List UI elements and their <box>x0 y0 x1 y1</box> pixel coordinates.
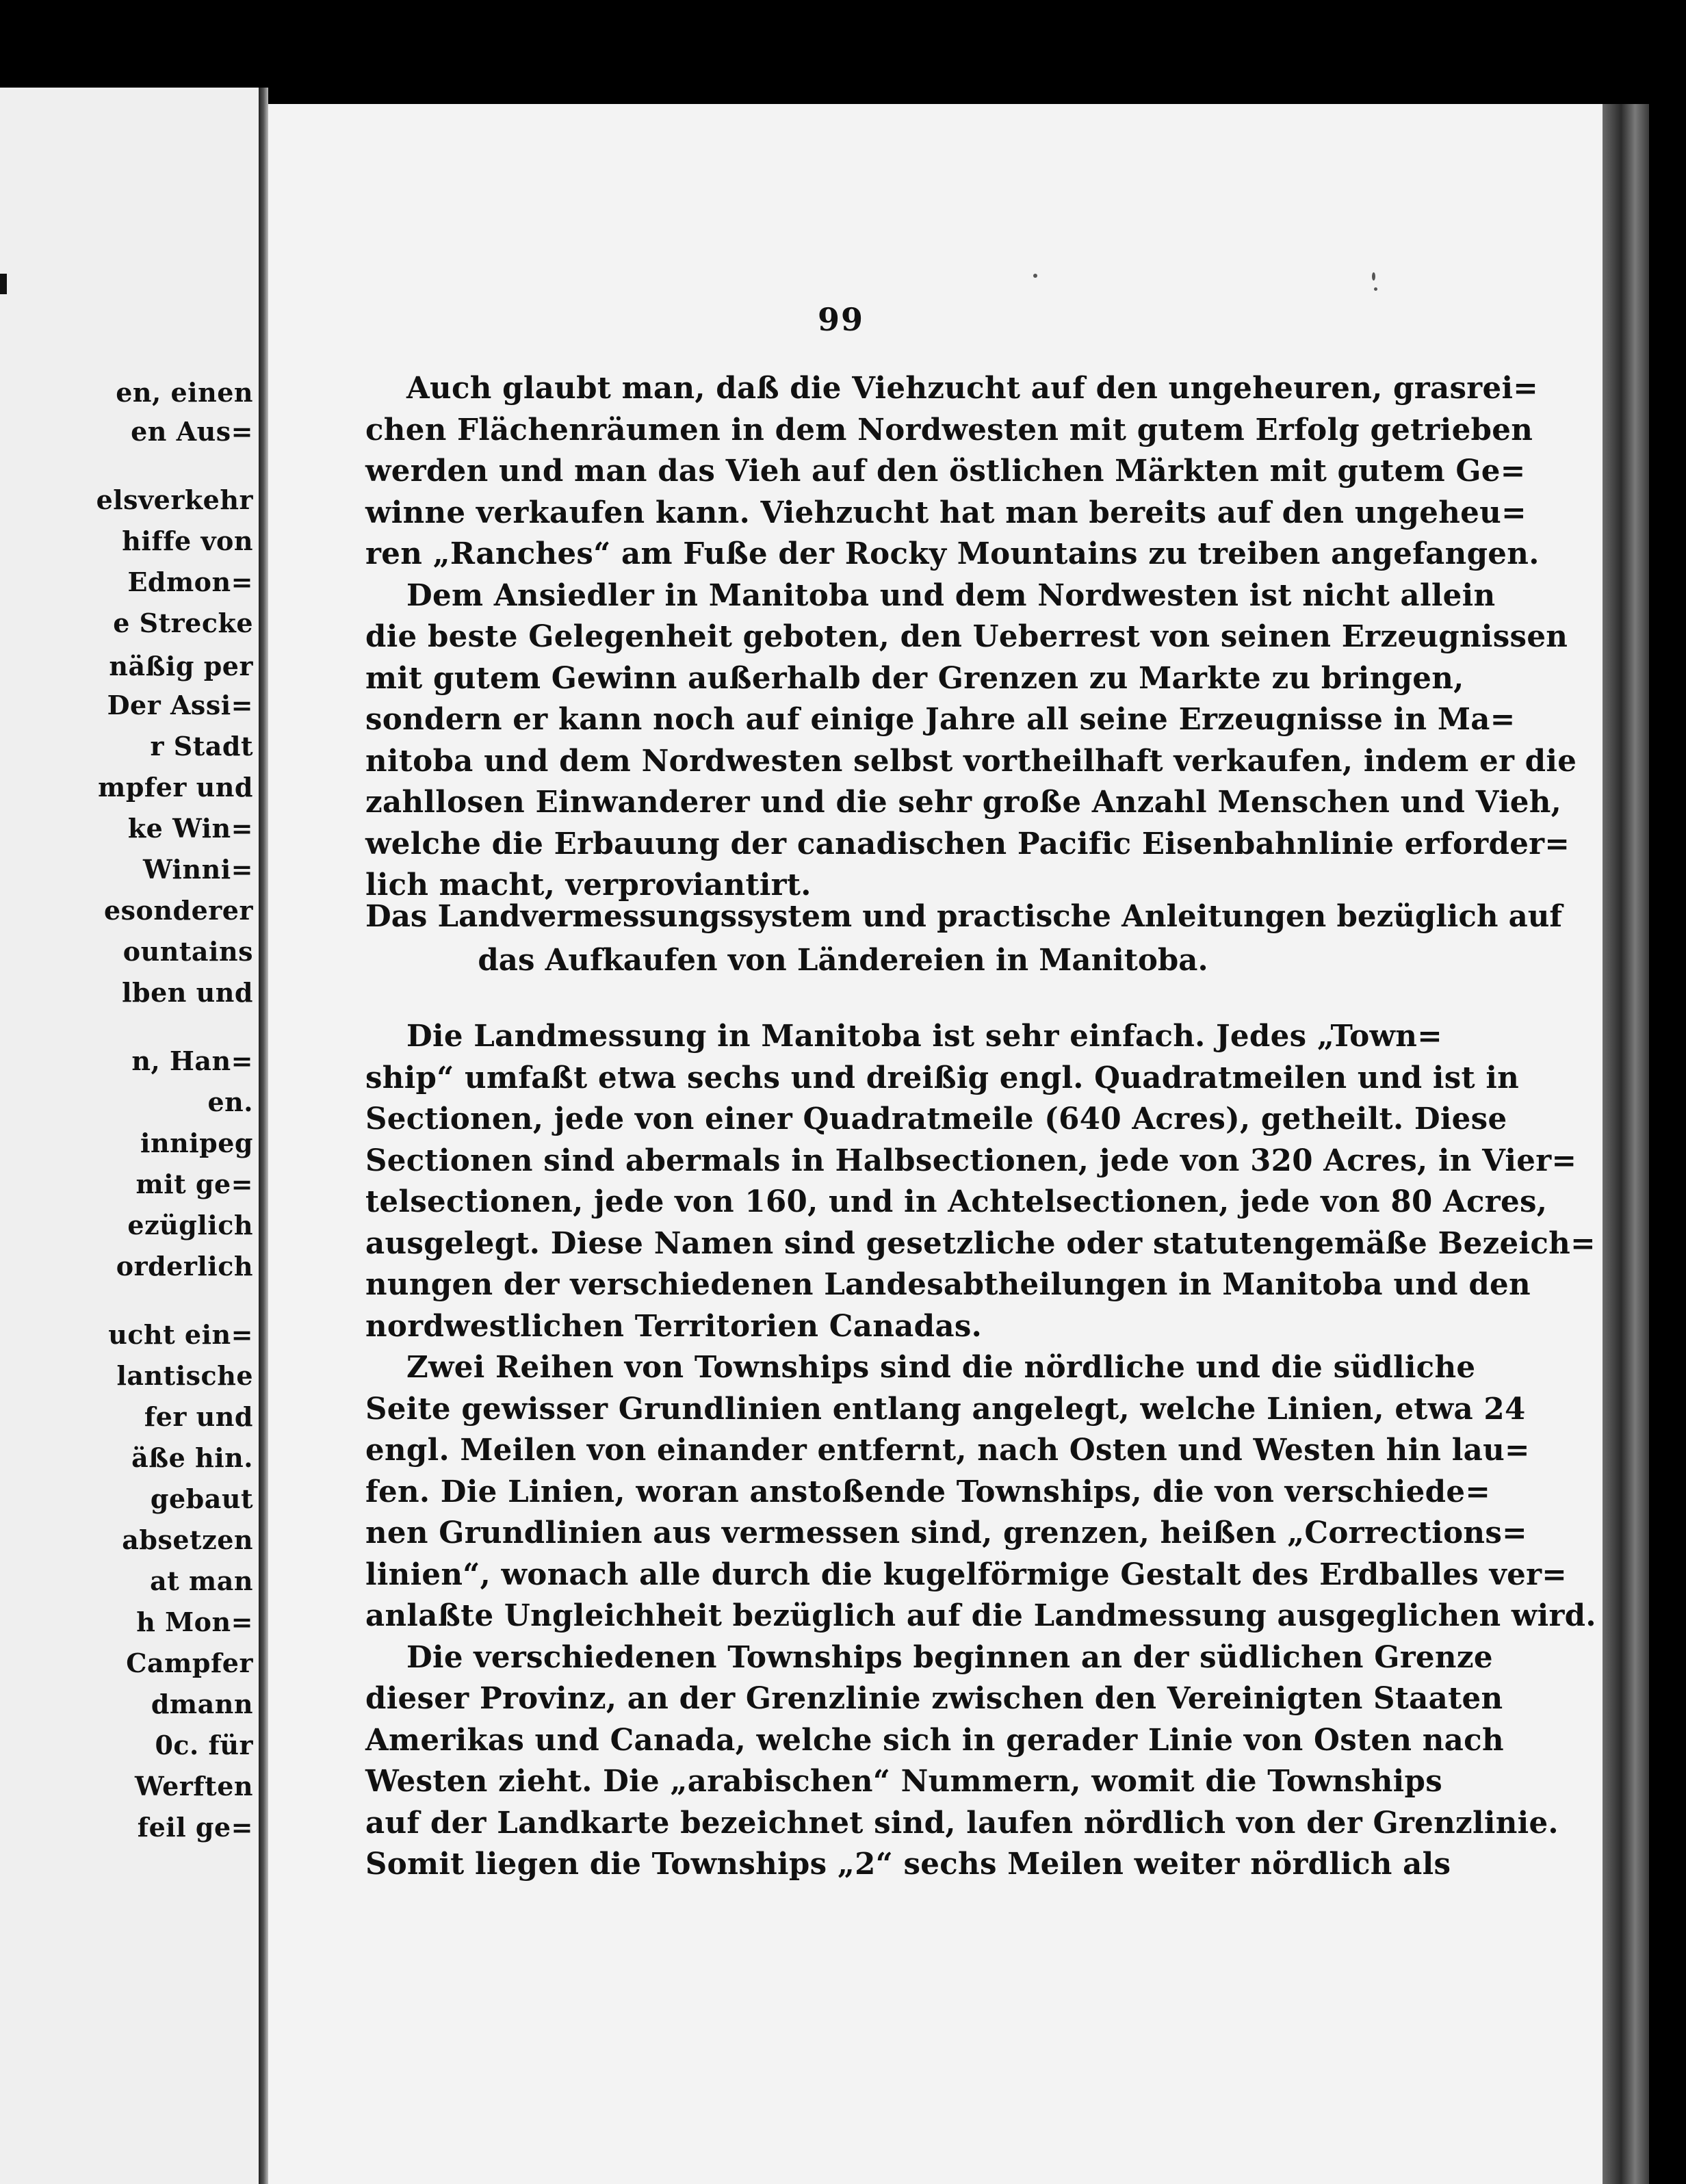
text-line: Westen zieht. Die „arabischen“ Nummern, womit die Townships <box>365 1764 1442 1799</box>
left-page-line-fragment: en. <box>207 1087 253 1117</box>
text-line: Zwei Reihen von Townships sind die nördliche und die südliche <box>406 1350 1476 1385</box>
left-page-line-fragment: gebaut <box>150 1483 253 1514</box>
left-page-line-fragment: ke Win= <box>127 813 253 844</box>
left-page-line-fragment: at man <box>150 1565 253 1596</box>
speck <box>1033 274 1037 278</box>
left-page-line-fragment: Werften <box>135 1771 253 1802</box>
left-page-line-fragment: ountains <box>122 936 253 967</box>
text-line: chen Flächenräumen in dem Nordwesten mit gutem Erfolg getrieben <box>365 412 1533 447</box>
left-page-line-fragment: mpfer und <box>98 772 253 803</box>
text-line: winne verkaufen kann. Viehzucht hat man bereits auf den ungeheu= <box>365 495 1527 530</box>
text-line: Die verschiedenen Townships beginnen an der südlichen Grenze <box>406 1639 1493 1675</box>
page-number: 99 <box>818 301 865 338</box>
text-line: welche die Erbauung der canadischen Pacific Eisenbahnlinie erforder= <box>365 826 1570 861</box>
left-page-line-fragment: innipeg <box>140 1128 253 1158</box>
text-line: werden und man das Vieh auf den östlichen Märkten mit gutem Ge= <box>365 454 1526 489</box>
text-line: Auch glaubt man, daß die Viehzucht auf den ungeheuren, grasrei= <box>406 371 1539 406</box>
left-page-line-fragment: lantische <box>116 1360 253 1391</box>
left-page-line-fragment: orderlich <box>116 1251 253 1282</box>
text-line: engl. Meilen von einander entfernt, nach Osten und Westen hin lau= <box>365 1433 1530 1468</box>
left-page-line-fragment: en Aus= <box>131 416 253 447</box>
left-page-line-fragment: Campfer <box>126 1648 253 1678</box>
left-page-line-fragment: Edmon= <box>127 567 253 597</box>
text-line: die beste Gelegenheit geboten, den Ueberrest von seinen Erzeugnissen <box>365 619 1568 654</box>
left-page-line-fragment: e Strecke <box>113 608 253 638</box>
text-line: fen. Die Linien, woran anstoßende Townships, die von verschiede= <box>365 1474 1491 1509</box>
body-text-upper <box>365 368 1577 907</box>
text-line: nordwestlichen Territorien Canadas. <box>365 1308 983 1344</box>
text-line: linien“, wonach alle durch die kugelförmige Gestalt des Erdballes ver= <box>365 1557 1568 1592</box>
left-page-line-fragment: feil ge= <box>137 1812 253 1843</box>
page-stack-edge <box>1603 104 1649 2184</box>
text-line: zahllosen Einwanderer und die sehr große Anzahl Menschen und Vieh, <box>365 785 1562 820</box>
left-page-line-fragment: äße hin. <box>131 1442 253 1473</box>
left-page-line-fragment: näßig per <box>109 651 253 681</box>
section-heading <box>365 895 1563 983</box>
text-line: sondern er kann noch auf einige Jahre all seine Erzeugnisse in Ma= <box>365 702 1516 737</box>
page-mark <box>0 274 7 294</box>
speck <box>1372 272 1375 281</box>
left-page-line-fragment: lben und <box>122 977 253 1008</box>
text-line: auf der Landkarte bezeichnet sind, laufen nördlich von der Grenzlinie. <box>365 1805 1559 1841</box>
left-page-line-fragment: ucht ein= <box>108 1319 253 1350</box>
left-page-line-fragment: h Mon= <box>136 1607 253 1637</box>
text-line: telsectionen, jede von 160, und in Achtelsectionen, jede von 80 Acres, <box>365 1184 1548 1219</box>
text-line: dieser Provinz, an der Grenzlinie zwischen den Vereinigten Staaten <box>365 1681 1503 1716</box>
text-line: mit gutem Gewinn außerhalb der Grenzen zu Markte zu bringen, <box>365 660 1464 696</box>
text-line: ren „Ranches“ am Fuße der Rocky Mountains zu treiben angefangen. <box>365 536 1540 571</box>
left-page-line-fragment: r Stadt <box>150 731 253 762</box>
left-page-line-fragment: hiffe von <box>122 525 253 556</box>
speck <box>1374 287 1377 291</box>
left-page-line-fragment: 0c. für <box>155 1730 253 1760</box>
left-page-line-fragment: esonderer <box>103 895 253 926</box>
text-line: ship“ umfaßt etwa sechs und dreißig engl. Quadratmeilen und ist in <box>365 1060 1520 1095</box>
text-line: lich macht, verproviantirt. <box>365 868 812 902</box>
heading-line: Das Landvermessungssystem und practische Anleitungen bezüglich auf <box>365 899 1563 934</box>
text-line: Somit liegen die Townships „2“ sechs Meilen weiter nördlich als <box>365 1847 1451 1882</box>
text-line: Sectionen, jede von einer Quadratmeile (640 Acres), getheilt. Diese <box>365 1102 1507 1136</box>
text-line: Die Landmessung in Manitoba ist sehr einfach. Jedes „Town= <box>406 1019 1442 1054</box>
text-line: Sectionen sind abermals in Halbsectionen, jede von 320 Acres, in Vier= <box>365 1143 1577 1178</box>
text-line: anlaßte Ungleichheit bezüglich auf die Landmessung ausgeglichen wird. <box>365 1598 1596 1633</box>
left-page-line-fragment: fer und <box>144 1401 253 1432</box>
text-line: Amerikas und Canada, welche sich in gerader Linie von Osten nach <box>365 1722 1504 1758</box>
heading-line: das Aufkaufen von Ländereien in Manitoba. <box>478 943 1208 978</box>
left-facing-page <box>0 88 259 2184</box>
left-page-line-fragment: Der Assi= <box>107 690 253 720</box>
book-gutter <box>259 88 268 2184</box>
left-page-line-fragment: mit ge= <box>135 1169 253 1199</box>
body-text-lower <box>365 1016 1596 1886</box>
left-page-line-fragment: dmann <box>151 1689 253 1719</box>
left-page-line-fragment: ezüglich <box>127 1210 253 1240</box>
left-page-line-fragment: n, Han= <box>131 1045 253 1076</box>
text-line: nitoba und dem Nordwesten selbst vortheilhaft verkaufen, indem er die <box>365 743 1577 779</box>
text-line: nen Grundlinien aus vermessen sind, grenzen, heißen „Corrections= <box>365 1516 1527 1550</box>
text-line: ausgelegt. Diese Namen sind gesetzliche oder statutengemäße Bezeich= <box>365 1225 1596 1261</box>
left-page-line-fragment: absetzen <box>122 1524 253 1555</box>
left-page-line-fragment: elsverkehr <box>96 484 253 515</box>
left-page-line-fragment: Winni= <box>143 854 253 885</box>
text-line: nungen der verschiedenen Landesabtheilungen in Manitoba und den <box>365 1267 1531 1302</box>
text-line: Dem Ansiedler in Manitoba und dem Nordwesten ist nicht allein <box>406 577 1496 613</box>
text-line: Seite gewisser Grundlinien entlang angelegt, welche Linien, etwa 24 <box>365 1391 1526 1427</box>
left-page-line-fragment: en, einen <box>116 377 253 408</box>
